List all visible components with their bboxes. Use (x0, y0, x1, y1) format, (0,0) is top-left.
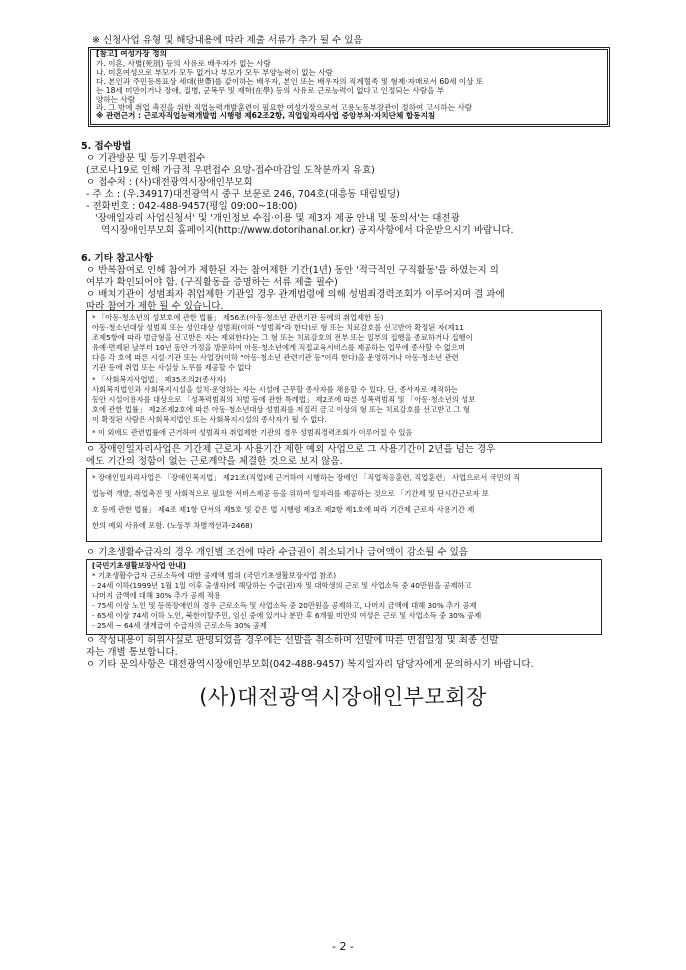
ref-line: 가. 이혼, 사별(死別) 등의 사유로 배우자가 없는 사람 (96, 59, 271, 68)
section6-line: 여부가 확인되어야 함. (구직활동을 증명하는 서류 제출 필수) (86, 277, 338, 288)
job-box-line: 업능력 개발, 취업촉진 및 사회적으로 필요한 서비스제공 등을 위하여 일자리를 제공하는 것으로 「기간제 및 단시간근로자 보 (92, 489, 489, 498)
law-line: 사회복지법인과 사회복지시설을 설치·운영하는 자는 시설에 근무할 종사자를 채용할 수 있다. 단, 종사자로 재직하는 (92, 385, 459, 394)
ref-line: 나. 미혼여성으로 부모가 모두 없거나 부모가 모두 부양능력이 없는 사람 (96, 68, 333, 77)
ref-line: 다. 본인과 주민등록표상 세대(世帶)를 같이하는 배우자, 본인 또는 배우자의 직계혈족 및 형제·자매로서 60세 이상 또 (96, 77, 484, 86)
living-box-line: - 24세 이하(1999년 1월 1일 이후 출생자)에 해당하는 수급(권)자 및 대학생의 근로 및 사업소득 중 40만원을 공제하고 (92, 581, 472, 590)
job-box-line: * 장애인일자리사업은 「장애인복지법」 제21조(직업)에 근거하여 시행하는 장애인 「직업적응훈련, 직업훈련」 사업으로서 국민의 직 (92, 473, 521, 482)
organization-title: (사)대전광역시장애인부모회장 (199, 685, 487, 709)
closing-line: 자는 개별 통보합니다. (86, 647, 178, 658)
closing-line: ㅇ 작성내용이 허위사실로 판명되었을 경우에는 선발을 취소하며 선발에 따른 면접일정 및 최종 선발 (86, 635, 499, 646)
law-line: 호에 관한 법률」 제2조제2호에 따른 아동·청소년대상 성범죄를 저질러 금고 이상의 형 또는 치료감호를 선고받고 그 형 (92, 405, 470, 414)
law-line: 다음 각 호에 따른 시설·기관 또는 사업장(이하 "아동·청소년 관련기관 등"이라 한다)을 운영하거나 아동·청소년 관련 (92, 353, 459, 362)
living-box-line: - 75세 이상 노인 및 등록장애인의 경우 근로소득 및 사업소득 중 20만원을 공제하고, 나머지 금액에 대해 30% 추가 공제 (92, 601, 477, 610)
living-box-line: * 기초생활수급자 근로소득에 대한 공제액 범위 (국민기초생활보장사업 참조) (92, 571, 337, 580)
law-line: 기관 등에 취업 또는 사실상 노무를 제공할 수 없다 (92, 363, 252, 372)
law-line: * 「아동·청소년의 성보호에 관한 법률」 제56조(아동·청소년 관련기관 등에의 취업제한 등) (92, 313, 384, 322)
section5-line: ㅇ 접수처 : (사)대전광역시장애인부모회 (86, 177, 253, 188)
ref-basis: ※ 관련근거 : 근로자직업능력개발법 시행령 제62조2항, 직업일자리사업 중앙부처·자치단체 합동지침 (96, 111, 436, 120)
ref-box-title: [참고] 여성가장 정의 (96, 49, 167, 58)
living-box-title: [국민기초생활보장사업 안내] (92, 561, 186, 570)
section5-line: (코로나19로 인해 가급적 우편접수 요망-접수마감일 도착분까지 유효) (86, 165, 375, 176)
top-note: ※ 신청사업 유형 및 해당내용에 따라 제출 서류가 추가 될 수 있음 (92, 35, 363, 46)
section5-line: ㅇ 기관방문 및 등기우편접수 (86, 153, 206, 164)
disability-job-line: 에도 기간의 정함이 없는 근로계약을 체결한 것으로 보지 않음. (86, 456, 343, 467)
living-box-line: - 65세 이상 74세 이하 노인, 북한이탈주민, 임신 중에 있거나 분만 후 6개월 미만의 여성은 근로 및 사업소득 중 30% 공제 (92, 611, 482, 620)
job-box-line: 한의 예외 사유에 포함. (노동부 차별개선과-2468) (92, 521, 253, 530)
closing-line: ㅇ 기타 문의사항은 대전광역시장애인부모회(042-488-9457) 복지일자리 담당자에게 문의하시기 바랍니다. (86, 659, 534, 670)
ref-line: 는 18세 미만이거나 장애, 질병, 군복무 및 재학(在學) 등의 사유로 근로능력이 없다고 인정되는 사람을 부 (96, 86, 445, 95)
section6-heading: 6. 기타 참고사항 (81, 253, 153, 264)
law-line: * 이 외에도 관련법률에 근거하여 성범죄자 취업제한 기관의 경우 성범죄경력조회가 이루어질 수 있음 (92, 428, 413, 437)
section6-line: 따라 참여가 제한 될 수 있습니다. (86, 301, 224, 312)
living-box-line: - 25세 ~ 64세 생계급여 수급자의 근로소득 30% 공제 (92, 621, 267, 630)
section6-line: ㅇ 배치기관이 성범죄자 취업제한 기관일 경우 관계법령에 의해 성범죄경력조회가 이루어지며 결 과에 (86, 289, 505, 300)
section5-heading: 5. 접수방법 (81, 141, 132, 152)
law-line: 유예·면제된 날부터 10년 동안 가정을 방문하여 아동·청소년에게 직접교육서비스를 제공하는 업무에 종사할 수 없으며 (92, 343, 466, 352)
form-note: '장애일자리 사업신청서' 및 '개인정보 수집·이용 및 제3자 제공 안내 및 동의서'는 대전광 (95, 213, 460, 224)
ref-line: 라. 그 밖에 취업 촉진을 위한 직업능력개발훈련이 필요한 여성가장으로서 고용노동부장관이 정하여 고시하는 사람 (96, 103, 473, 112)
page-number: - 2 - (332, 940, 354, 953)
living-box-line: 나머지 금액에 대해 30% 추가 공제 적용 (92, 591, 221, 600)
law-line: 이 확정된 사람은 사회복지법인 또는 사회복지시설의 종사자가 될 수 없다. (92, 415, 327, 424)
job-box-line: 호 등에 관한 법률」 제4조 제1항 단서의 제5호 및 같은 법 시행령 제3조 제2항 제1호에 따라 기간제 근로자 사용기간 제 (92, 505, 475, 514)
form-note: 역시장애인부모회 홈페이지(http://www.dotorihanal.or.kr) 공지사항에서 다운받으시기 바랍니다. (101, 225, 514, 236)
disability-job-line: ㅇ 장애인일자리사업은 기간제 근로자 사용기간 제한 예외 사업으로 그 사용기간이 2년을 넘는 경우 (86, 444, 496, 455)
section5-address: - 주 소 : (우.34917)대전광역시 중구 보문로 246, 704호(대흥동 대림빌딩) (86, 189, 400, 200)
law-line: 조제5항에 따라 벌금형을 선고받은 자는 제외한다)는 그 형 또는 치료감호의 전부 또는 일부의 집행을 종료하거나 집행이 (92, 333, 473, 342)
section5-phone: - 전화번호 : 042-488-9457(평일 09:00~18:00) (86, 201, 298, 212)
basic-living-line: ㅇ 기초생활수급자의 경우 개인별 조건에 따라 수급권이 취소되거나 급여액이 감소될 수 있음 (86, 547, 468, 558)
ref-line: 양하는 사람 (96, 95, 136, 104)
section6-line: ㅇ 반복참여로 인해 참여가 제한된 자는 참여제한 기간(1년) 동안 '적극적인 구직활동'을 하였는지 의 (86, 265, 499, 276)
law-line: 아동·청소년대상 성범죄 또는 성인대상 성범죄(이하 "성범죄"라 한다)로 형 또는 치료감호를 선고받아 확정된 자(제11 (92, 323, 464, 332)
law-line: 동안 시설이용자를 대상으로 「성폭력범죄의 처벌 등에 관한 특례법」 제2조에 따른 성폭력범죄 및 「아동·청소년의 성보 (92, 395, 476, 404)
law-line: * 「사회복지사업법」 제35조의2(종사자) (92, 375, 227, 384)
